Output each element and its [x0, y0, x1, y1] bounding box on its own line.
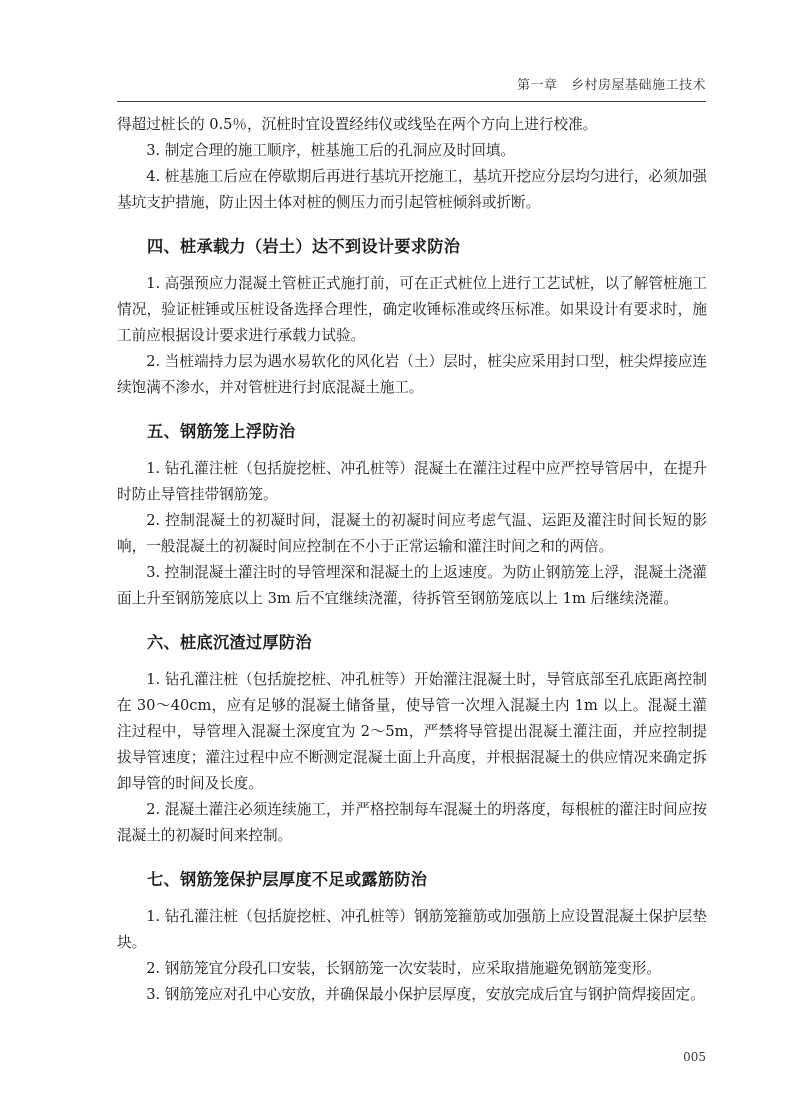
page-body [117, 112, 707, 1008]
section5-paragraph-2: 2. 控制混凝土的初凝时间，混凝土的初凝时间应考虑气温、运距及灌注时间长短的影响，一般混凝土的初凝时间应控制在不小于正常运输和灌注时间之和的两倍。 [117, 512, 707, 555]
page-number: 005 [683, 1050, 706, 1064]
paragraph-item-4: 4. 桩基施工后应在停歇期后再进行基坑开挖施工，基坑开挖应分层均匀进行，必须加强基坑支护措施，防止因土体对桩的侧压力而引起管桩倾斜或折断。 [117, 168, 707, 211]
section-heading-7: 七、钢筋笼保护层厚度不足或露筋防治 [147, 870, 428, 889]
section7-paragraph-1: 1. 钻孔灌注桩（包括旋挖桩、冲孔桩等）钢筋笼箍筋或加强筋上应设置混凝土保护层垫块。 [117, 908, 707, 951]
section7-paragraph-2: 2. 钢筋笼宜分段孔口安装，长钢筋笼一次安装时，应采取措施避免钢筋笼变形。 [146, 960, 661, 977]
section5-paragraph-3: 3. 控制混凝土灌注时的导管埋深和混凝土的上返速度。为防止钢筋笼上浮，混凝土浇灌面上升至钢筋笼底以上 3m 后不宜继续浇灌，待拆管至钢筋笼底以上 1m 后继续浇灌。 [117, 564, 707, 607]
section-heading-6: 六、桩底沉渣过厚防治 [147, 633, 312, 652]
section7-paragraph-3: 3. 钢筋笼应对孔中心安放，并确保最小保护层厚度，安放完成后宜与钢护筒焊接固定。 [146, 986, 705, 1003]
section6-paragraph-2: 2. 混凝土灌注必须连续施工，并严格控制每车混凝土的坍落度，每根桩的灌注时间应按混凝土的初凝时间来控制。 [117, 801, 707, 844]
header-divider [117, 101, 706, 102]
running-header: 第一章 乡村房屋基础施工技术 [516, 78, 706, 93]
section4-paragraph-2: 2. 当桩端持力层为遇水易软化的风化岩（土）层时，桩尖应采用封口型，桩尖焊接应连续饱满不渗水，并对管桩进行封底混凝土施工。 [117, 353, 707, 396]
section5-paragraph-1: 1. 钻孔灌注桩（包括旋挖桩、冲孔桩等）混凝土在灌注过程中应严控导管居中，在提升时防止导管挂带钢筋笼。 [117, 460, 707, 503]
section6-paragraph-1: 1. 钻孔灌注桩（包括旋挖桩、冲孔桩等）开始灌注混凝土时，导管底部至孔底距离控制在 30～40cm，应有足够的混凝土储备量，使导管一次埋入混凝土内 1m 以上。混凝土灌注过程中，导管埋入混凝土深度宜为 2～5m，严禁将导管提出混凝土灌注面，并应控制提拔导管速度；灌注过程中应不断测定混凝土面上升高度，并根据混凝土的供应情况来确定拆卸导管的时间及长度。 [117, 671, 707, 792]
section-heading-4: 四、桩承载力（岩土）达不到设计要求防治 [147, 237, 461, 256]
continued-paragraph: 得超过桩长的 0.5％，沉桩时宜设置经纬仪或线坠在两个方向上进行校准。 [117, 116, 598, 133]
section4-paragraph-1: 1. 高强预应力混凝土管桩正式施打前，可在正式桩位上进行工艺试桩，以了解管桩施工情况，验证桩锤或压桩设备选择合理性，确定收锤标准或终压标准。如果设计有要求时，施工前应根据设计要求进行承载力试验。 [117, 275, 707, 344]
paragraph-item-3: 3. 制定合理的施工顺序，桩基施工后的孔洞应及时回填。 [146, 142, 516, 159]
section-heading-5: 五、钢筋笼上浮防治 [147, 422, 296, 441]
